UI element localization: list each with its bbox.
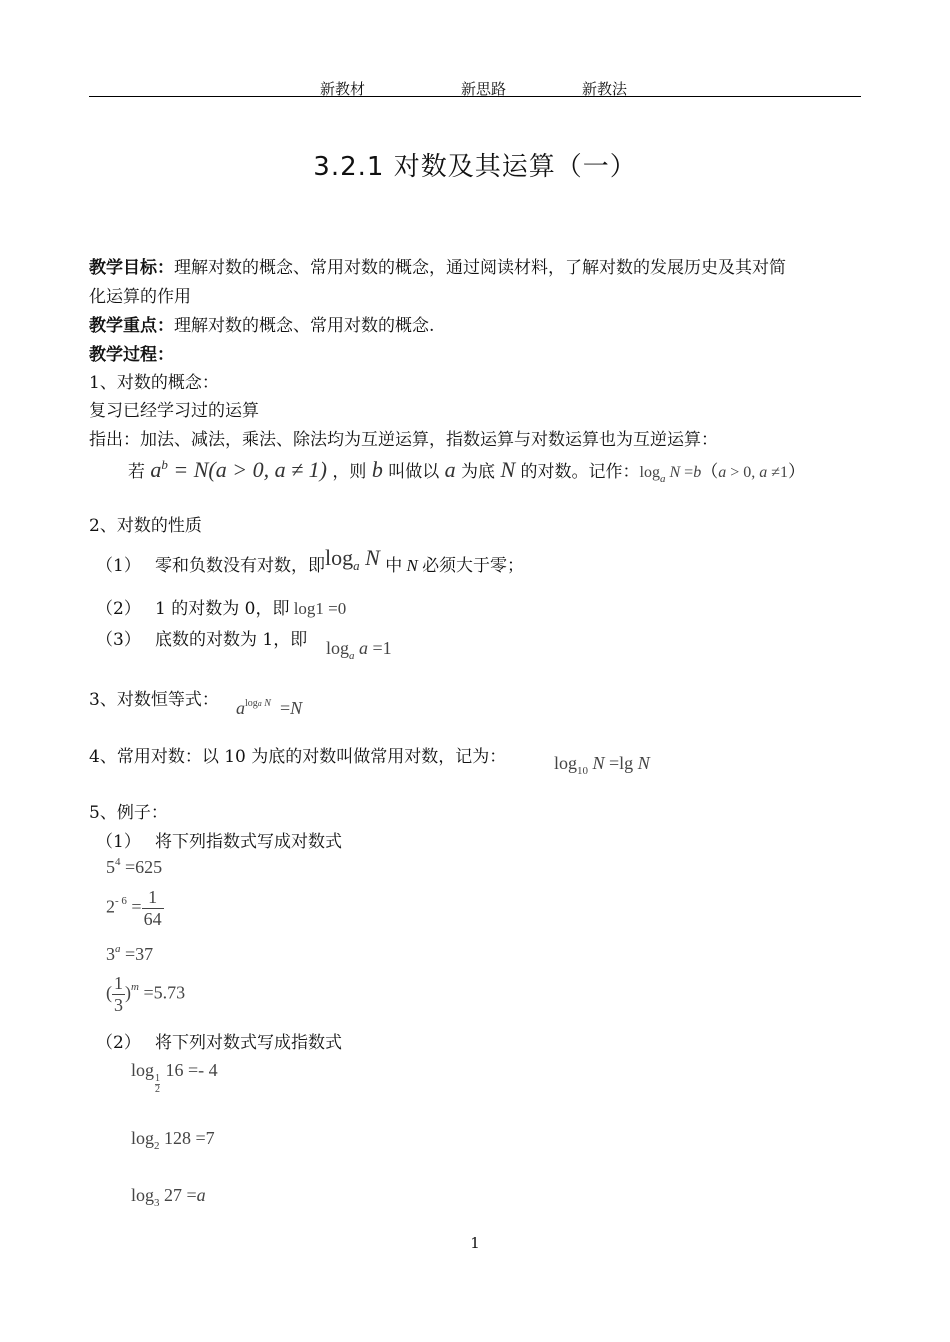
- header-text-1: 新教材: [320, 80, 366, 98]
- keypoint-text: 理解对数的概念、常用对数的概念.: [174, 316, 435, 336]
- ex7-formula: $\log_3 27 =a$: [131, 1185, 206, 1209]
- def-notation: $\log_a N =b$: [639, 464, 702, 485]
- s1-heading: 1、对数的概念：: [89, 373, 219, 393]
- def-then: ，则: [332, 462, 367, 482]
- objective-text-1: 理解对数的概念、常用对数的概念，通过阅读材料，了解对数的发展历史及其对简: [174, 258, 786, 278]
- s2-heading: 2、对数的性质: [89, 516, 202, 536]
- s2-p3-num: （3）: [96, 630, 141, 650]
- s2-p2-text: 1 的对数为 0，即: [155, 599, 290, 619]
- def-if: 若: [128, 462, 145, 482]
- s2-p1-tail: 中: [385, 556, 403, 576]
- s2-p2-line: [155, 594, 346, 619]
- def-n: N: [500, 457, 516, 482]
- keypoint-line: [89, 311, 434, 336]
- def-cond-end: ）: [788, 462, 805, 482]
- s2-p2-num: （2）: [96, 599, 141, 619]
- s5-q2-num: （2）: [96, 1033, 141, 1053]
- def-cond: （: [701, 462, 719, 482]
- s2-p1-text: 零和负数没有对数，即: [155, 556, 325, 576]
- def-called: 叫做以: [388, 462, 440, 482]
- s2-p1-line: 零和负数没有对数，即$\log_a N$ 中 N 必须大于零；: [155, 545, 525, 576]
- def-cond-formula: a > 0, a ≠1: [718, 464, 788, 481]
- s4-formula: $\log_{10} N =\lg$ N: [554, 753, 650, 777]
- ex4-formula: ( $\frac{1}{3}$ )$^m$ =5.73: [106, 973, 186, 1015]
- objective-text-2: 化运算的作用: [89, 287, 191, 307]
- s4-heading: 4、常用对数：以 10 为底的对数叫做常用对数，记为：: [89, 747, 507, 767]
- header-text-3: 新教法: [582, 80, 628, 98]
- s2-p3-formula: $\log_a a =1$: [326, 638, 392, 662]
- s1-review: 复习已经学习过的运算: [89, 401, 259, 421]
- s2-p1-formula: $\log_a N$: [325, 545, 380, 573]
- keypoint-label: 教学重点：: [89, 316, 174, 336]
- header-rule: [89, 96, 861, 97]
- s3-heading: 3、对数恒等式：: [89, 690, 219, 710]
- s2-p2-formula: log1 =0: [289, 599, 347, 618]
- def-base: 为底: [461, 462, 496, 482]
- objective-line-1: [89, 253, 786, 278]
- def-formula: $a^b = N(a > 0$, a ≠ 1): [150, 457, 327, 482]
- s3-formula: $a^{loga N} =N$: [236, 698, 303, 718]
- header-text-2: 新思路: [461, 80, 507, 98]
- s5-q1-text: 将下列指数式写成对数式: [155, 832, 342, 852]
- s5-q2-text: 将下列对数式写成指数式: [155, 1033, 342, 1053]
- s2-p1-tail2: 必须大于零；: [422, 556, 525, 576]
- s5-heading: 5、例子：: [89, 803, 168, 823]
- ex2-formula: $2^{- 6}$ = $\frac{1}{64}$: [106, 887, 162, 929]
- def-b: b: [371, 457, 383, 482]
- s5-q1-num: （1）: [96, 832, 141, 852]
- ex3-formula: $3^a =37$: [106, 943, 154, 964]
- process-label: 教学过程：: [89, 345, 174, 365]
- def-a: a: [444, 457, 456, 482]
- objective-label: 教学目标：: [89, 258, 174, 278]
- def-log: 的对数。记作：: [520, 462, 640, 482]
- ex1-formula: $5^4 =625$: [106, 856, 163, 877]
- s2-p1-num: （1）: [96, 556, 141, 576]
- s1-definition-line: [128, 457, 805, 483]
- page-number: 1: [470, 1234, 480, 1252]
- s2-p3-text: 底数的对数为 1，即: [155, 630, 308, 650]
- ex6-formula: $\log_2 128 =7$: [131, 1128, 215, 1152]
- ex5-formula: log $\frac{1}{2}$ 16 =- 4: [131, 1060, 218, 1095]
- page-title: 3.2.1 对数及其运算（一）: [313, 152, 637, 182]
- s1-point: 指出：加法、减法，乘法、除法均为互逆运算，指数运算与对数运算也为互逆运算：: [89, 430, 718, 450]
